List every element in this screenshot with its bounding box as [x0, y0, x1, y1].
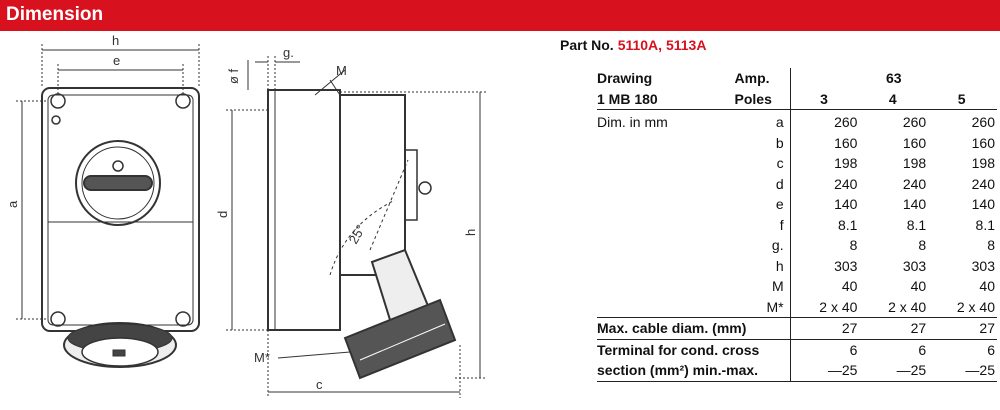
table-row — [597, 133, 997, 154]
row-key: g. — [771, 237, 784, 254]
cell-value: 260 — [971, 114, 995, 131]
dim-label-g: g. — [283, 45, 294, 60]
cable-label: Max. cable diam. (mm) — [597, 318, 790, 340]
drawing-number: 1 MB 180 — [597, 89, 735, 110]
dim-label-c: c — [316, 377, 323, 392]
table-row — [597, 318, 997, 340]
cell-value: 140 — [971, 196, 995, 213]
row-key: e — [775, 196, 784, 213]
dim-label-m: M — [336, 63, 347, 78]
cell-value: 160 — [971, 134, 995, 151]
dim-label-e: e — [113, 53, 121, 68]
cell-value: 198 — [971, 155, 995, 172]
row-key: a — [775, 114, 784, 131]
poles-value: 4 — [859, 89, 928, 110]
cell-value: 8 — [987, 237, 995, 254]
table-row — [597, 194, 997, 215]
table-row — [597, 256, 997, 277]
dim-label-h-top: h — [112, 33, 120, 48]
spec-table — [597, 68, 997, 382]
row-key: b — [775, 134, 784, 151]
dim-label-d: d — [215, 210, 230, 218]
cell-value: —25 — [928, 360, 997, 381]
terminal-label-1: Terminal for cond. cross — [597, 341, 760, 358]
dim-label-angle: 25° — [345, 221, 369, 247]
cell-value: 260 — [790, 110, 859, 133]
dim-label-m-star: M* — [254, 350, 270, 365]
cell-value: —25 — [859, 360, 928, 381]
poles-value: 3 — [790, 89, 859, 110]
cell-value: 303 — [971, 257, 995, 274]
dim-label-f: ø f — [226, 68, 241, 84]
screw-icon — [51, 94, 65, 108]
screw-icon — [51, 312, 65, 326]
row-key: M* — [735, 297, 791, 318]
header-bar — [0, 0, 1000, 31]
cell-value: 27 — [859, 318, 928, 340]
cell-value: 303 — [902, 257, 927, 274]
table-row — [597, 174, 997, 195]
dimension-drawing — [0, 31, 550, 410]
cell-value: —25 — [790, 360, 859, 381]
dim-label-a: a — [5, 200, 20, 208]
cell-value: 40 — [910, 278, 927, 295]
screw-icon — [176, 94, 190, 108]
row-key: M — [771, 278, 784, 295]
cell-value: 240 — [790, 174, 859, 195]
cell-value: 6 — [790, 339, 859, 360]
cell-value: 260 — [902, 114, 927, 131]
poles-value: 5 — [928, 89, 997, 110]
cell-value: 198 — [790, 153, 859, 174]
cell-value: 8 — [790, 235, 859, 256]
table-row — [597, 297, 997, 318]
table-row — [597, 68, 997, 89]
side-housing — [268, 90, 340, 330]
cell-value: 2 x 40 — [790, 297, 859, 318]
dim-label-h-right: h — [463, 228, 478, 236]
table-row — [597, 110, 997, 133]
cell-value: 240 — [902, 175, 927, 192]
cell-value: 8.1 — [975, 216, 995, 233]
drawing-label: Drawing — [597, 70, 653, 87]
cell-value: 6 — [987, 341, 995, 358]
table-row — [597, 153, 997, 174]
table-row — [597, 215, 997, 236]
cell-value: 40 — [790, 276, 859, 297]
cell-value: 27 — [928, 318, 997, 340]
dim-label: Dim. in mm — [597, 114, 668, 131]
table-row — [597, 89, 997, 110]
cell-value: 140 — [790, 194, 859, 215]
part-number — [560, 37, 706, 53]
cell-value: 160 — [902, 134, 927, 151]
cell-value: 2 x 40 — [859, 297, 928, 318]
row-key: f — [779, 216, 784, 233]
screw-icon — [176, 312, 190, 326]
cell-value: 27 — [790, 318, 859, 340]
table-row — [597, 276, 997, 297]
row-key: h — [775, 257, 784, 274]
amp-label: Amp. — [734, 70, 770, 87]
cell-value: 8.1 — [790, 215, 859, 236]
cell-value: 6 — [918, 341, 927, 358]
row-key: c — [776, 155, 784, 172]
cell-value: 160 — [790, 133, 859, 154]
cell-value: 8 — [918, 237, 927, 254]
front-housing — [42, 88, 199, 331]
row-key: d — [775, 175, 784, 192]
poles-label: Poles — [735, 89, 791, 110]
part-number-value: 5110A, 5113A — [617, 37, 707, 53]
header-title: Dimension — [6, 4, 104, 25]
cell-value: 140 — [902, 196, 927, 213]
table-row — [597, 360, 997, 381]
part-number-label: Part No. — [560, 37, 614, 53]
table-row — [597, 235, 997, 256]
cell-value: 2 x 40 — [928, 297, 997, 318]
terminal-label-2: section (mm²) min.-max. — [597, 360, 790, 381]
amp-value: 63 — [790, 68, 997, 89]
cell-value: 40 — [979, 278, 995, 295]
cell-value: 303 — [790, 256, 859, 277]
cell-value: 8.1 — [906, 216, 927, 233]
cell-value: 198 — [902, 155, 927, 172]
cell-value: 240 — [971, 175, 995, 192]
table-row — [597, 339, 997, 360]
